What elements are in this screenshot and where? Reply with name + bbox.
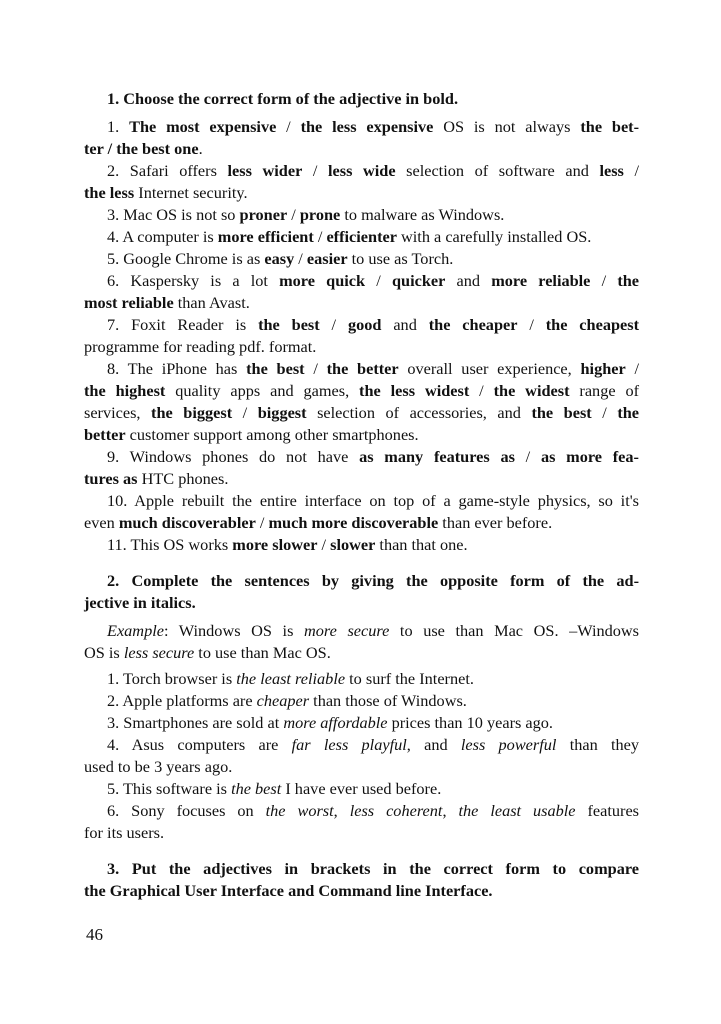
bold-option: good xyxy=(347,315,382,334)
bold-option: easier xyxy=(306,249,348,268)
bold-option: as many features as xyxy=(359,447,515,466)
text-run: 5. This software is xyxy=(107,779,232,798)
text-run: to surf the Internet. xyxy=(345,669,474,688)
text-run: overall user experience, xyxy=(398,359,581,378)
text-line xyxy=(84,712,639,734)
text-line xyxy=(84,512,639,534)
bold-option: more efficient xyxy=(217,227,314,246)
bold-option: the highest xyxy=(84,381,166,400)
text-line xyxy=(84,756,639,778)
text-line xyxy=(84,690,639,712)
bold-option: proner xyxy=(239,205,288,224)
text-run: 4. A computer is xyxy=(107,227,218,246)
bold-option: the best xyxy=(246,359,305,378)
text-line xyxy=(84,116,639,138)
text-run: 3. Mac OS is not so xyxy=(107,205,240,224)
text-run: 9. Windows phones do not have xyxy=(107,447,360,466)
text-run: / xyxy=(294,249,307,268)
text-line xyxy=(84,248,639,270)
text-line xyxy=(84,668,639,690)
bold-option: the less widest xyxy=(359,381,470,400)
text-run: and xyxy=(445,271,492,290)
exercise-item xyxy=(84,270,639,314)
bold-option: the best xyxy=(531,403,592,422)
text-run: to malware as Windows. xyxy=(340,205,505,224)
text-run: used to be 3 years ago. xyxy=(84,757,233,776)
exercise-item xyxy=(84,116,639,160)
text-line xyxy=(84,642,639,664)
italic-phrase: less coherent xyxy=(349,801,443,820)
text-line xyxy=(84,424,639,446)
text-run: quality apps and games, xyxy=(165,381,360,400)
text-run: / xyxy=(255,513,269,532)
text-run: / xyxy=(317,535,331,554)
exercise-item xyxy=(84,668,639,690)
bold-option: the less expensive xyxy=(300,117,434,136)
text-run: 2. Safari offers xyxy=(107,161,228,180)
text-line xyxy=(84,534,639,556)
text-run: 4. Asus computers are xyxy=(107,735,292,754)
italic-phrase: far less playful xyxy=(291,735,407,754)
text-line xyxy=(84,182,639,204)
text-run: 3. Smartphones are sold at xyxy=(107,713,284,732)
text-run: / xyxy=(365,271,392,290)
text-run: to use as Torch. xyxy=(347,249,454,268)
exercise-2-title xyxy=(84,570,639,614)
text-run: / xyxy=(469,381,494,400)
bold-option: the cheaper xyxy=(428,315,518,334)
text-run: / xyxy=(319,315,348,334)
exercise-2-example xyxy=(84,620,639,664)
italic-phrase: the worst xyxy=(265,801,334,820)
text-line xyxy=(84,226,639,248)
italic-phrase: the least usable xyxy=(458,801,576,820)
text-line xyxy=(84,358,639,380)
text-run: 1. Torch browser is xyxy=(107,669,237,688)
text-run: to use than Mac OS. –Windows xyxy=(389,621,639,640)
text-line xyxy=(84,734,639,756)
text-run: / xyxy=(276,117,301,136)
text-run: 11. This OS works xyxy=(107,535,233,554)
text-run: 7. Foxit Reader is xyxy=(107,315,259,334)
text-line xyxy=(84,402,639,424)
exercise-2-items xyxy=(84,668,639,844)
text-line xyxy=(84,336,639,358)
italic-phrase: cheaper xyxy=(256,691,310,710)
text-run: 8. The iPhone has xyxy=(107,359,247,378)
text-run: selection of accessories, and xyxy=(306,403,532,422)
italic-phrase: more affordable xyxy=(283,713,388,732)
text-run: for its users. xyxy=(84,823,165,842)
text-run: / xyxy=(302,161,328,180)
text-run: customer support among other smartphones. xyxy=(125,425,419,444)
bold-option: the xyxy=(617,403,640,422)
exercise-item xyxy=(84,778,639,800)
text-run: than ever before. xyxy=(438,513,553,532)
exercise-item xyxy=(84,160,639,204)
bold-option: higher xyxy=(580,359,626,378)
text-line xyxy=(84,468,639,490)
text-run: 6. Sony focuses on xyxy=(107,801,266,820)
page-content xyxy=(84,88,639,902)
exercise-item xyxy=(84,446,639,490)
bold-option: much more discoverable xyxy=(268,513,439,532)
exercise-item xyxy=(84,204,639,226)
bold-option: the better xyxy=(326,359,399,378)
text-run: OS is xyxy=(84,643,124,662)
text-run: / xyxy=(304,359,327,378)
bold-option: more reliable xyxy=(491,271,591,290)
text-line xyxy=(84,800,639,822)
bold-option: the bet- xyxy=(580,117,640,136)
text-line xyxy=(84,138,639,160)
bold-option: easy xyxy=(264,249,295,268)
text-run: OS is not always xyxy=(433,117,581,136)
exercise-2-title-line: 2. Complete the sentences by giving the opposite form of the ad- xyxy=(107,571,639,590)
exercise-item xyxy=(84,734,639,778)
exercise-item xyxy=(84,690,639,712)
exercise-1-items xyxy=(84,116,639,556)
text-run: HTC phones. xyxy=(137,469,229,488)
exercise-item xyxy=(84,358,639,446)
exercise-item xyxy=(84,800,639,844)
exercise-2-title-line: jective in italics. xyxy=(84,593,196,612)
italic-phrase: the least reliable xyxy=(236,669,346,688)
bold-option: most reliable xyxy=(84,293,174,312)
bold-option: the widest xyxy=(493,381,570,400)
text-line xyxy=(84,314,639,336)
exercise-2 xyxy=(84,570,639,844)
bold-option: as more fea- xyxy=(540,447,639,466)
exercise-1 xyxy=(84,88,639,556)
text-run: features xyxy=(575,801,640,820)
text-run: 6. Kaspersky is a lot xyxy=(107,271,280,290)
exercise-item xyxy=(84,226,639,248)
text-run: than that one. xyxy=(375,535,468,554)
exercise-3 xyxy=(84,858,639,902)
text-run: with a carefully installed OS. xyxy=(396,227,592,246)
bold-option: less xyxy=(599,161,624,180)
bold-option: the biggest xyxy=(151,403,233,422)
exercise-3-title-line: 3. Put the adjectives in brackets in the correct form to compare xyxy=(107,859,639,878)
text-run: / xyxy=(623,161,639,180)
text-line xyxy=(84,292,639,314)
text-line xyxy=(84,380,639,402)
bold-option: tures as xyxy=(84,469,138,488)
bold-option: The most expensive xyxy=(129,117,277,136)
text-run: than Avast. xyxy=(173,293,250,312)
text-run: range of xyxy=(569,381,640,400)
text-run: / xyxy=(591,403,618,422)
text-run: than those of Windows. xyxy=(309,691,467,710)
italic-phrase: less powerful xyxy=(460,735,557,754)
exercise-1-title: 1. Choose the correct form of the adjective in bold. xyxy=(107,89,459,108)
bold-option: the less xyxy=(84,183,135,202)
text-run: / xyxy=(590,271,618,290)
text-run: even xyxy=(84,513,119,532)
bold-option: the best xyxy=(258,315,320,334)
text-line xyxy=(84,446,639,468)
bold-option: quicker xyxy=(391,271,446,290)
text-run: 5. Google Chrome is as xyxy=(107,249,265,268)
text-line xyxy=(84,822,639,844)
text-line xyxy=(84,270,639,292)
text-run: / xyxy=(313,227,327,246)
text-line xyxy=(84,490,639,512)
text-run: : Windows OS is xyxy=(163,621,304,640)
text-run: services, xyxy=(84,403,152,422)
text-run: prices than 10 years ago. xyxy=(387,713,553,732)
text-run: / xyxy=(517,315,546,334)
exercise-3-title-line: the Graphical User Interface and Command line Interface. xyxy=(84,881,493,900)
exercise-item xyxy=(84,534,639,556)
text-line xyxy=(84,778,639,800)
exercise-item xyxy=(84,490,639,534)
exercise-item xyxy=(84,314,639,358)
bold-option: more quick xyxy=(279,271,366,290)
text-run: I have ever used before. xyxy=(281,779,442,798)
text-line xyxy=(84,620,639,642)
text-run: and xyxy=(381,315,429,334)
bold-option: ter / the best one xyxy=(84,139,199,158)
bold-option: slower xyxy=(330,535,376,554)
exercise-item xyxy=(84,248,639,270)
text-run: / xyxy=(287,205,300,224)
text-run: 2. Apple platforms are xyxy=(107,691,257,710)
bold-option: the xyxy=(617,271,640,290)
text-run: . xyxy=(198,139,203,158)
text-run: selection of software and xyxy=(395,161,600,180)
italic-phrase: the best xyxy=(231,779,282,798)
text-run: , xyxy=(333,801,350,820)
text-run: 1. xyxy=(107,117,130,136)
text-line xyxy=(84,204,639,226)
italic-phrase: less secure xyxy=(123,643,195,662)
text-run: Internet security. xyxy=(134,183,248,202)
bold-option: efficienter xyxy=(326,227,397,246)
text-run: / xyxy=(232,403,258,422)
bold-option: more slower xyxy=(232,535,318,554)
page-number: 46 xyxy=(86,925,103,944)
bold-option: less wider xyxy=(227,161,303,180)
text-run: , and xyxy=(406,735,461,754)
text-run: than they xyxy=(556,735,640,754)
bold-option: better xyxy=(84,425,126,444)
text-run: / xyxy=(625,359,639,378)
bold-option: the cheapest xyxy=(545,315,639,334)
text-line xyxy=(84,160,639,182)
bold-option: much discoverabler xyxy=(118,513,256,532)
exercise-item xyxy=(84,712,639,734)
italic-phrase: more secure xyxy=(304,621,390,640)
italic-phrase: Example xyxy=(107,621,164,640)
text-run: , xyxy=(442,801,459,820)
bold-option: prone xyxy=(299,205,341,224)
bold-option: biggest xyxy=(257,403,307,422)
bold-option: less wide xyxy=(327,161,396,180)
text-run: 10. Apple rebuilt the entire interface on top of a game-style physics, so it's xyxy=(107,491,639,510)
text-run: to use than Mac OS. xyxy=(194,643,331,662)
text-run: / xyxy=(514,447,541,466)
text-run: programme for reading pdf. format. xyxy=(84,337,317,356)
